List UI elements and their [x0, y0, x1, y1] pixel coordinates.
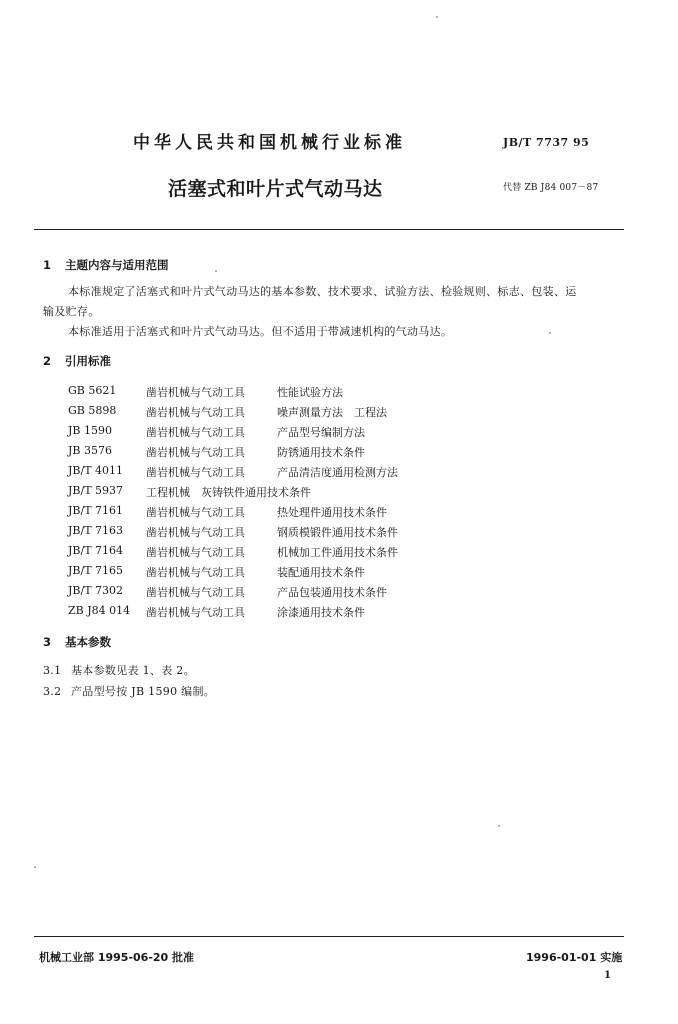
section-1-number: 1	[43, 258, 52, 272]
section-2-number: 2	[43, 354, 52, 368]
reference-org: 工程机械 灰铸铁件通用技术条件	[146, 486, 311, 499]
reference-code: JB/T 4011	[68, 464, 124, 477]
section-1-title: 主题内容与适用范围	[65, 258, 169, 272]
section-1-paragraph-1-line-2: 输及贮存。	[43, 305, 100, 318]
reference-code: JB/T 7164	[68, 544, 124, 557]
header-divider	[34, 229, 624, 230]
clause-text: 产品型号按 JB 1590 编制。	[71, 685, 216, 698]
reference-org: 凿岩机械与气动工具	[146, 386, 245, 399]
clause-3-2	[43, 683, 215, 699]
reference-org: 凿岩机械与气动工具	[146, 606, 245, 619]
scan-speck	[549, 332, 551, 334]
footer-divider	[34, 936, 624, 937]
approval-info: 机械工业部 1995-06-20 批准	[39, 951, 195, 964]
reference-org: 凿岩机械与气动工具	[146, 526, 245, 539]
reference-code: GB 5621	[68, 384, 117, 397]
reference-name: 涂漆通用技术条件	[277, 606, 365, 619]
reference-name: 产品包装通用技术条件	[277, 586, 387, 599]
section-1-paragraph-1-line-1: 本标准规定了活塞式和叶片式气动马达的基本参数、技术要求、试验方法、检验规则、标志、包装、运	[68, 285, 577, 298]
clause-3-1	[43, 662, 195, 678]
reference-org: 凿岩机械与气动工具	[146, 566, 245, 579]
standard-category-title: 中华人民共和国机械行业标准	[133, 133, 406, 153]
reference-name: 热处理件通用技术条件	[277, 506, 387, 519]
reference-code: JB/T 7161	[68, 504, 124, 517]
standard-number: JB/T 7737 95	[503, 136, 590, 149]
reference-org: 凿岩机械与气动工具	[146, 586, 245, 599]
clause-number: 3.1	[43, 664, 62, 677]
section-2-heading	[43, 353, 111, 369]
clause-text: 基本参数见表 1、表 2。	[71, 664, 195, 677]
reference-code: JB/T 7163	[68, 524, 124, 537]
clause-number: 3.2	[43, 685, 62, 698]
section-2-title: 引用标准	[65, 354, 111, 368]
reference-code: JB/T 5937	[68, 484, 124, 497]
section-3-title: 基本参数	[65, 635, 111, 649]
section-1-heading	[43, 257, 169, 273]
reference-name: 钢质模锻件通用技术条件	[277, 526, 398, 539]
implementation-date: 1996-01-01 实施	[526, 951, 623, 964]
scan-speck	[215, 270, 217, 272]
reference-code: JB 1590	[68, 424, 112, 437]
reference-org: 凿岩机械与气动工具	[146, 506, 245, 519]
scan-speck	[498, 825, 500, 827]
reference-code: JB/T 7165	[68, 564, 124, 577]
reference-name: 产品清洁度通用检测方法	[277, 466, 398, 479]
reference-name: 产品型号编制方法	[277, 426, 365, 439]
section-1-paragraph-2: 本标准适用于活塞式和叶片式气动马达。但不适用于带减速机构的气动马达。	[68, 325, 453, 338]
reference-name: 防锈通用技术条件	[277, 446, 365, 459]
reference-name: 噪声测量方法 工程法	[277, 406, 387, 419]
reference-name: 性能试验方法	[277, 386, 343, 399]
section-3-number: 3	[43, 635, 52, 649]
section-3-heading	[43, 634, 111, 650]
reference-code: GB 5898	[68, 404, 117, 417]
page-number: 1	[604, 970, 611, 981]
reference-org: 凿岩机械与气动工具	[146, 446, 245, 459]
reference-org: 凿岩机械与气动工具	[146, 406, 245, 419]
reference-code: JB/T 7302	[68, 584, 124, 597]
reference-org: 凿岩机械与气动工具	[146, 466, 245, 479]
reference-org: 凿岩机械与气动工具	[146, 426, 245, 439]
reference-name: 机械加工件通用技术条件	[277, 546, 398, 559]
reference-org: 凿岩机械与气动工具	[146, 546, 245, 559]
document-title: 活塞式和叶片式气动马达	[168, 178, 383, 200]
reference-name: 装配通用技术条件	[277, 566, 365, 579]
reference-code: JB 3576	[68, 444, 112, 457]
replaces-standard: 代替 ZB J84 007－87	[503, 183, 599, 193]
reference-code: ZB J84 014	[68, 604, 131, 617]
scan-speck	[436, 16, 438, 18]
scan-speck	[34, 866, 36, 868]
